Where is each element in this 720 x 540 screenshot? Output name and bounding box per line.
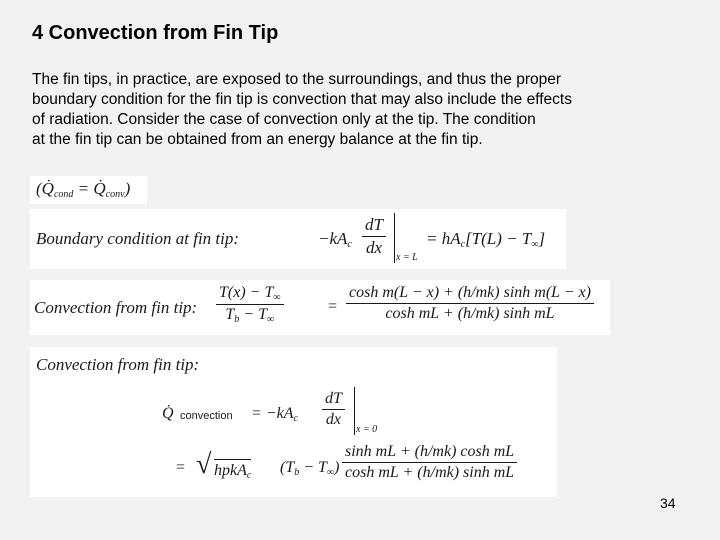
evaluation-bar	[354, 387, 355, 435]
theta-denominator-rest: − T	[239, 306, 267, 323]
dT: dT	[322, 390, 345, 410]
sqrt-sign: √	[196, 449, 212, 480]
c-sub: c	[293, 413, 298, 424]
c-sub: c	[347, 239, 352, 250]
close-bracket: ]	[538, 229, 546, 248]
paragraph-line: boundary condition for the fin tip is convection that may also include the effects	[32, 91, 572, 108]
q-cond: Q̇	[41, 179, 54, 198]
b-sub: b	[294, 467, 300, 478]
dT-dx-fraction	[322, 390, 345, 429]
theta-numerator: T(x) − T	[219, 284, 274, 301]
paren-close: )	[334, 459, 340, 476]
hac: = hA	[426, 229, 461, 248]
dx: dx	[325, 411, 341, 428]
c-sub: c	[460, 239, 466, 250]
inf-sub: ∞	[273, 292, 281, 303]
inf-sub: ∞	[531, 239, 539, 250]
paragraph-line: at the fin tip can be obtained from an energy balance at the fin tip.	[32, 131, 483, 148]
dT-dx-fraction	[362, 215, 386, 258]
cosh-numerator: cosh m(L − x) + (h/mk) sinh m(L − x)	[346, 284, 594, 304]
paren-minus: − T	[299, 459, 327, 476]
c-sub: c	[246, 470, 252, 481]
heat-transfer-equation	[30, 347, 557, 497]
minus-kac: = −kA	[251, 405, 294, 422]
cosh-ratio-fraction	[346, 284, 594, 323]
cosh-denominator: cosh mL + (h/mk) sinh mL	[345, 464, 515, 481]
dT: dT	[362, 215, 386, 237]
eval-point: x = L	[396, 252, 418, 263]
equals-sign: =	[328, 298, 338, 315]
b-sub: b	[234, 314, 240, 325]
equals-sign: =	[77, 179, 90, 198]
heat-label: Convection from fin tip:	[36, 355, 200, 374]
sqrt-content: hpkA	[214, 462, 247, 479]
q-cond-sub: cond	[53, 189, 74, 200]
intro-paragraph	[32, 70, 672, 150]
page-number: 34	[660, 495, 676, 511]
inf-sub: ∞	[266, 314, 275, 325]
temperature-label: Convection from fin tip:	[34, 298, 198, 317]
energy-balance-equation: ($Q̇_{cond}$ = $Q̇_{conv}$)	[30, 176, 147, 204]
paragraph-line: of radiation. Consider the case of convection only at the tip. The condition	[32, 111, 536, 128]
evaluation-bar	[394, 213, 395, 263]
theta-denominator: T	[225, 306, 235, 323]
sinh-numerator: sinh mL + (h/mk) cosh mL	[342, 443, 517, 463]
temp-difference: [T(L) − T	[465, 229, 532, 248]
dx: dx	[365, 238, 382, 257]
q-dot: Q̇	[162, 405, 174, 422]
paragraph-line: The fin tips, in practice, are exposed to the surroundings, and thus the proper	[32, 71, 562, 88]
cosh-denominator: cosh mL + (h/mk) sinh mL	[385, 305, 555, 322]
minus-kac: −kA	[318, 229, 348, 248]
boundary-label: Boundary condition at fin tip:	[36, 229, 240, 248]
temperature-distribution-equation	[30, 280, 610, 335]
sinh-ratio-fraction	[342, 443, 517, 482]
q-conv-sub: conv	[105, 189, 125, 200]
slide-title: 4 Convection from Fin Tip	[32, 22, 279, 44]
equals-sign: =	[176, 459, 186, 476]
inf-sub: ∞	[326, 467, 335, 478]
boundary-condition-equation	[30, 209, 566, 269]
q-conv: Q̇	[93, 179, 106, 198]
q-convection-sub: convection	[180, 410, 233, 422]
eval-point: x = 0	[356, 424, 378, 435]
theta-ratio-fraction	[216, 284, 284, 325]
paren-open: (T	[280, 459, 295, 476]
